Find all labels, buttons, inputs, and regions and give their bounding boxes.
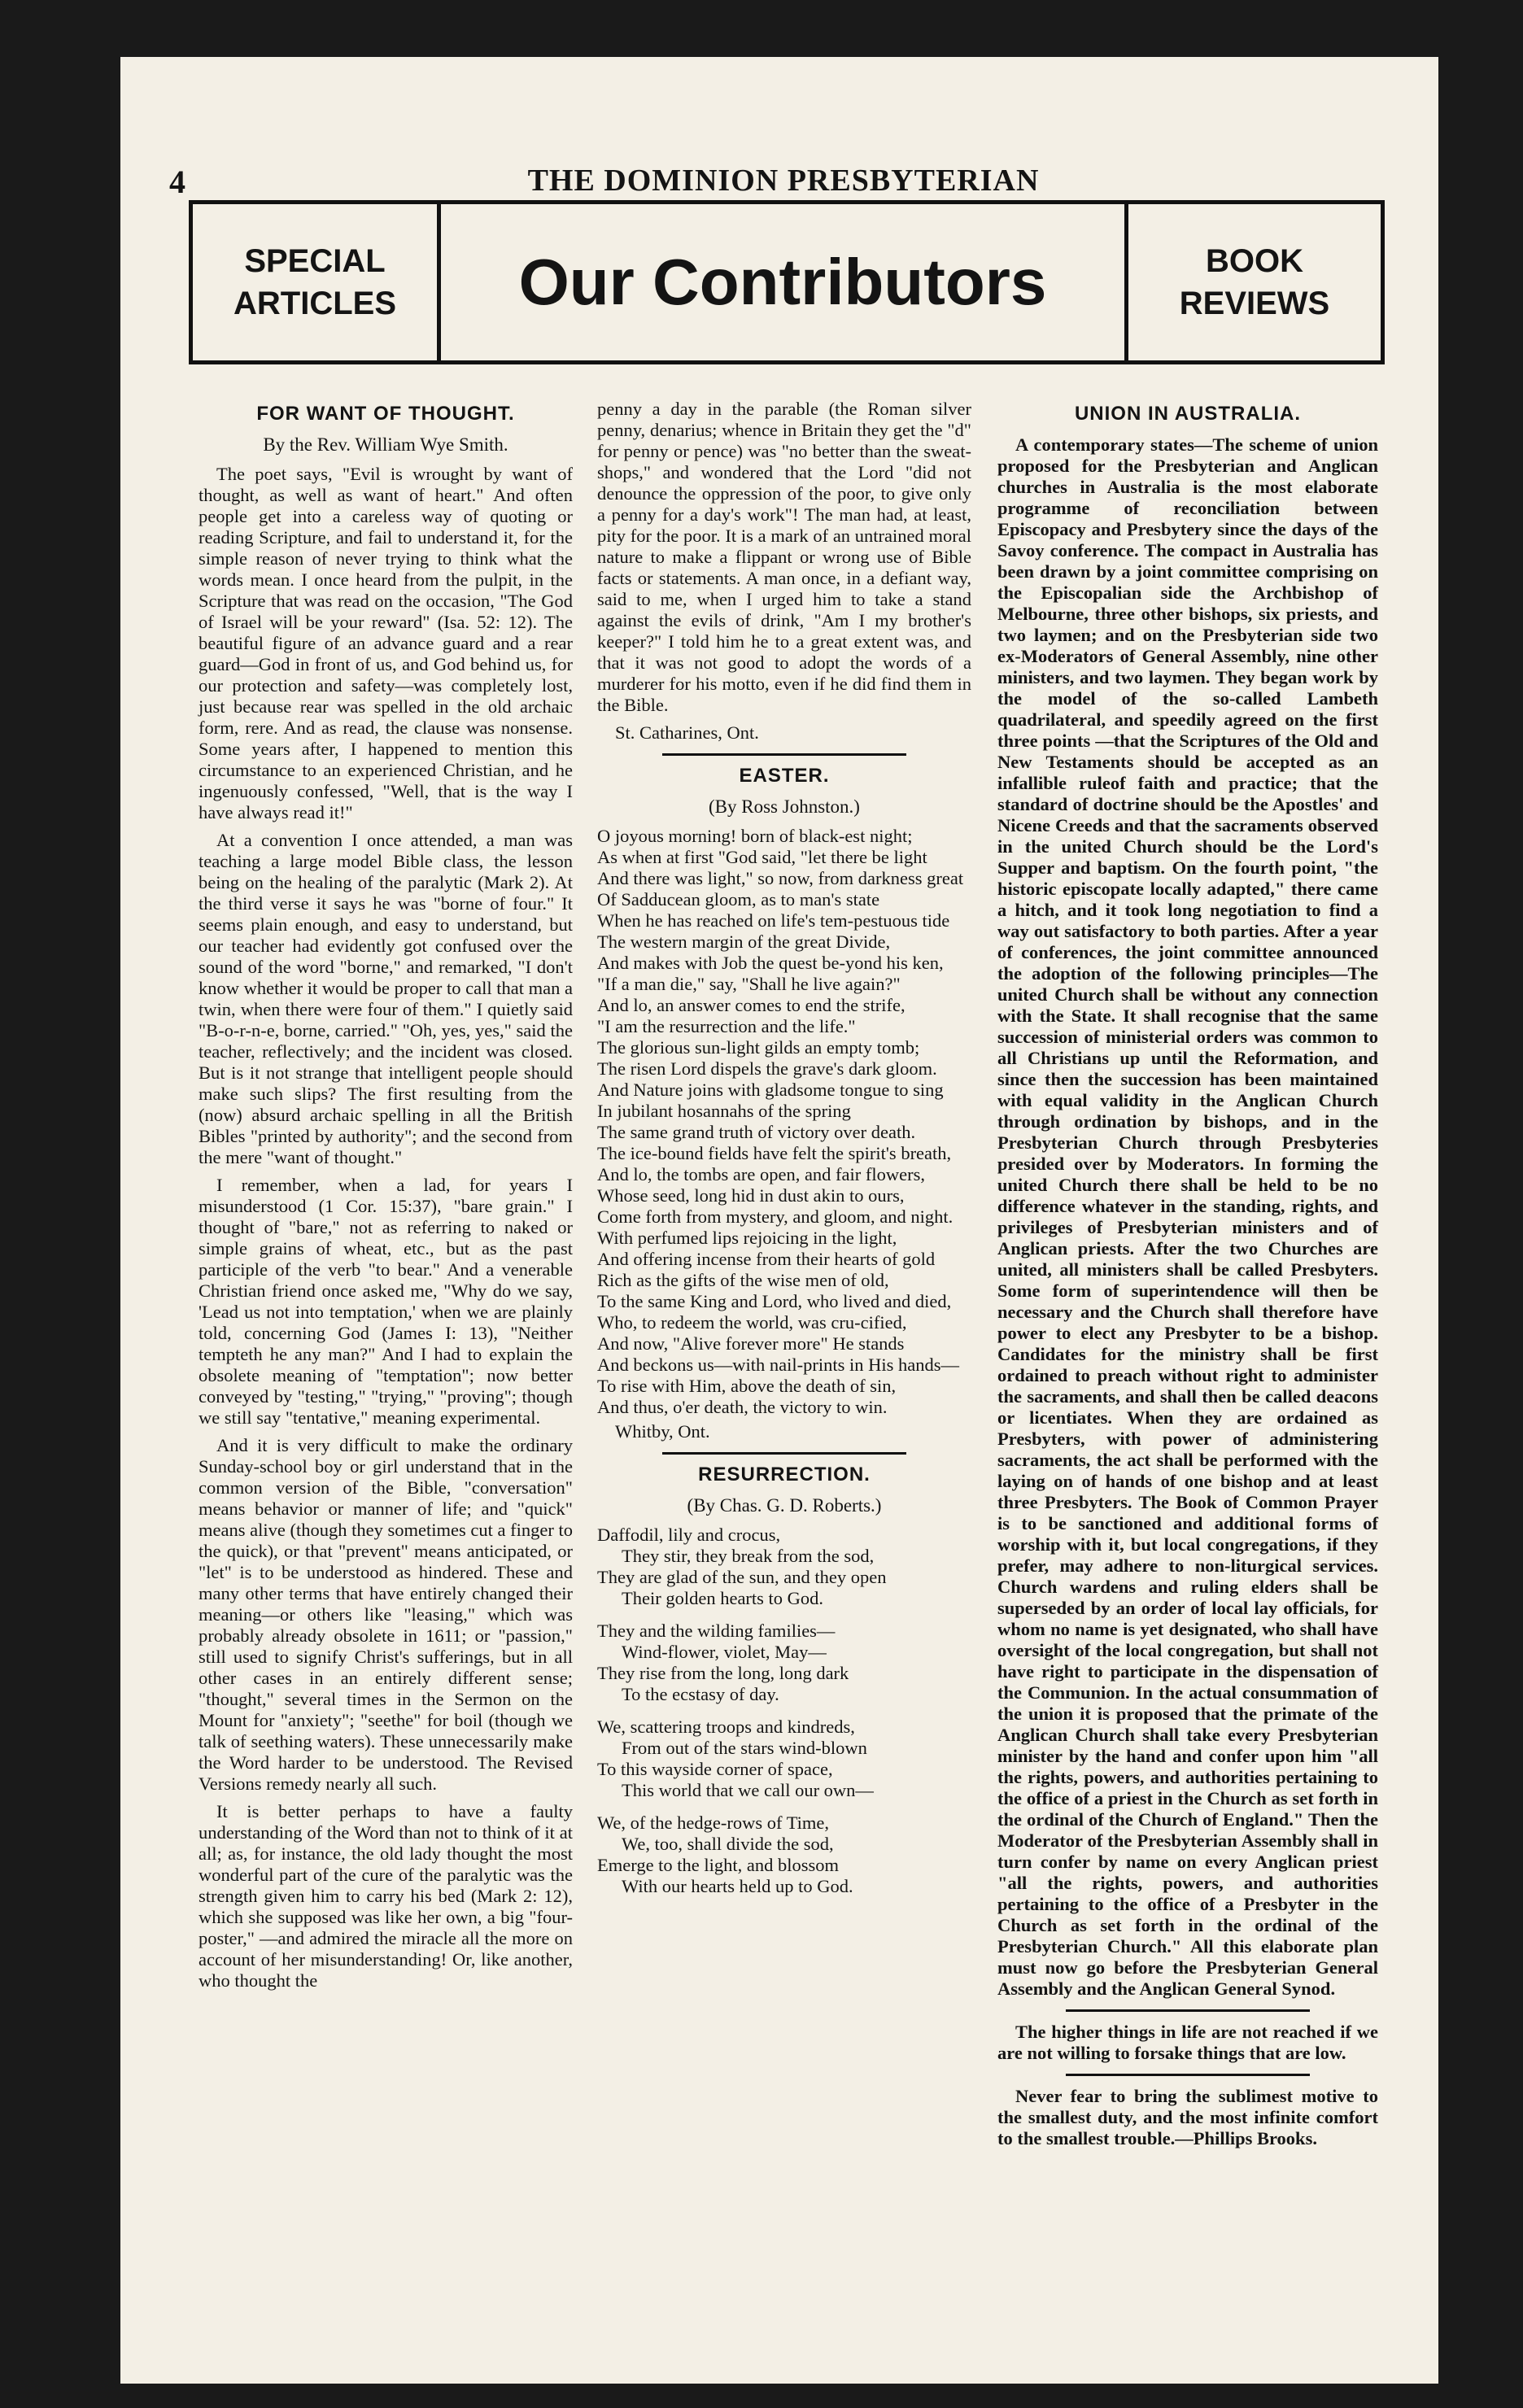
column-2 [597, 399, 971, 1909]
poem-line: Daffodil, lily and crocus, [597, 1525, 781, 1545]
article-place: St. Catharines, Ont. [615, 722, 759, 743]
article-paragraph: At a convention I once attended, a man was teaching a large model Bible class, the lesson being on the healing of the paralytic (Mark 2). At the third verse it says he was "borne of four." It seems plain enough, and easy to understand, but our teacher had evidently got confused over the sound of the word "borne," and remarked, "I don't know whether it would be proper to call that man a twin, when there were four of them." I quietly said "B-o-r-n-e, borne, carried." "Oh, yes, yes," said the teacher, reflectively; and the incident was closed. But is it not strange that intelligent people should make such slips? The first resulting from the (now) absurd archaic spelling in all the British Bibles "printed by authority"; and the second from the mere "want of thought." [199, 830, 573, 1167]
poem-line: Rich as the gifts of the wise men of old, [597, 1270, 889, 1290]
easter-poem [597, 826, 971, 1418]
poem-line: And lo, an answer comes to end the strife, [597, 995, 906, 1015]
poem-stanza [597, 1813, 971, 1897]
poem-line: This world that we call our own— [622, 1780, 874, 1800]
page-number: 4 [169, 164, 185, 200]
poem-line: To this wayside corner of space, [597, 1759, 833, 1779]
poem-stanza [597, 1717, 971, 1801]
poem-line: And Nature joins with gladsome tongue to sing [597, 1080, 944, 1100]
article-paragraph: And it is very difficult to make the ordinary Sunday-school boy or girl understand that in the common version of the Bible, "conversation" means behavior or manner of life; and "quick" means alive (though they sometimes cut a finger to the quick), or that "prevent" means anticipated, or "let" is to be understood as hindered. These and many other terms that have entirely changed their meaning—or others like "leasing," which was probably already obsolete in 1611; or "passion," still used to signify Christ's sufferings, but in all other cases in an entirely different sense; "thought," several times in the Sermon on the Mount for "anxiety"; "seethe" for boil (though we talk of seething waters). These unnecessarily make the Word harder to be understood. The Revised Versions remedy nearly all such. [199, 1435, 573, 1794]
poem-line: With perfumed lips rejoicing in the light, [597, 1228, 897, 1248]
masthead-special-articles [193, 204, 441, 360]
section-masthead [189, 200, 1385, 364]
poem-line: They rise from the long, long dark [597, 1663, 849, 1683]
poem-line: And thus, o'er death, the victory to win. [597, 1397, 888, 1417]
poem-place: Whitby, Ont. [615, 1421, 710, 1442]
poem-title-resurrection: RESURRECTION. [698, 1464, 871, 1485]
poem-line: The ice-bound fields have felt the spirit's breath, [597, 1143, 952, 1163]
masthead-left-line1: SPECIAL [244, 243, 386, 279]
filler-quote: The higher things in life are not reached if we are not willing to forsake things that are low. [997, 2022, 1378, 2063]
poem-line: From out of the stars wind-blown [622, 1738, 867, 1758]
article-paragraph: The poet says, "Evil is wrought by want of thought, as well as want of heart." And often people get into a careless way of quoting or reading Scripture, and fail to understand it, for the simple reason of never trying to think what the words mean. I once heard from the pulpit, in the Scripture that was read on the occasion, "The God of Israel will be your reward" (Isa. 52: 12). The beautiful figure of an advance guard and a rear guard—God in front of us, and God behind us, for our protection and safety—was completely lost, just because rear was spelled in the old archaic form, rere. And as read, the clause was nonsense. Some years after, I happened to mention this circumstance to an experienced Christian, and he ingenuously confessed, "Well, that is the way I have always read it!" [199, 464, 573, 822]
poem-line: We, of the hedge-rows of Time, [597, 1813, 830, 1833]
column-1 [199, 399, 573, 1998]
newspaper-page [120, 57, 1438, 2384]
poem-line: And lo, the tombs are open, and fair flowers, [597, 1164, 926, 1184]
union-paragraph: A contemporary states—The scheme of union proposed for the Presbyterian and Anglican churches in Australia is the most elaborate programme of reconciliation between Episcopacy and Presbytery since the days of the Savoy conference. The compact in Australia has been drawn by a joint committee comprising on the Episcopalian side the Archbishop of Melbourne, three other bishops, six priests, and two laymen; and on the Presbyterian side two ex-Moderators of General Assembly, nine other ministers, and two laymen. They began work by the model of the so-called Lambeth quadrilateral, and speedily agreed on the first three points —that the Scriptures of the Old and New Testaments should be accepted as an infallible ruleof faith and practice; that the standard of doctrine should be the Apostles' and Nicene Creeds and that the sacraments observed in the united Church should be the Lord's Supper and baptism. On the fourth point, "the historic episcopate locally adapted," there came a hitch, and it took long negotiation to find a way out satisfactory to both parties. After a year of conferences, the joint committee announced the adoption of the following principles—The united Church shall be without any connection with the State. It shall recognise that the same succession of ministerial orders was common to all Christians up until the Reformation, and since then the succession has been maintained with equal validity in the Anglican Church through ordination by bishops, and in the Presbyterian Church through Presbyteries presided over by Moderators. In forming the united Church there shall be held to be no difference whatever in the standing, rights, and privileges of Presbyterian ministers and of Anglican priests. After the two Churches are united, all ministers shall be called Presbyters. Some form of superintendence will then be necessary and the Church shall therefore have power to elect any Presbyter to be a bishop. Candidates for the ministry shall be first ordained to preach without right to administer the sacraments, and shall then be called deacons or licentiates. When they are ordained as Presbyters, with power of administering sacraments, the act shall be performed with the laying on of hands of one bishop and at least three Presbyters. The Book of Common Prayer is to be sanctioned and additional forms of worship with it, but local congregations, if they prefer, may adhere to non-liturgical services. Church wardens and ruling elders shall be superseded by an order of local lay officials, for whom no name is yet designated, who shall have oversight of the local congregation, but shall not have right to participate in the dispensation of the Communion. In the actual consummation of the union it is proposed that the primate of the Anglican Church shall take every Presbyterian minister by the hand and confer upon him "all the rights, powers, and authorities pertaining to the office of a priest in the Church as set forth in the ordinal of the Church of England." Then the Moderator of the Presbyterian Assembly shall in turn confer by name on every Anglican priest "all the rights, powers, and authorities pertaining to the office of a Presbyter in the Church as set forth in the ordinal of the Presbyterian Church." All this elaborate plan must now go before the Presbyterian General Assembly and the Anglican General Synod. [997, 434, 1378, 1999]
poem-line: To rise with Him, above the death of sin, [597, 1376, 897, 1396]
poem-line: Whose seed, long hid in dust akin to ours, [597, 1185, 905, 1206]
poem-line: With our hearts held up to God. [622, 1876, 853, 1896]
filler-quote: Never fear to bring the sublimest motive to the smallest duty, and the most infinite comfort to the smallest trouble.—Phillips Brooks. [997, 2086, 1378, 2148]
poem-line: The risen Lord dispels the grave's dark gloom. [597, 1058, 937, 1079]
poem-line: And beckons us—with nail-prints in His hands— [597, 1354, 959, 1375]
poem-title-easter: EASTER. [739, 765, 830, 787]
poem-line: To the same King and Lord, who lived and died, [597, 1291, 952, 1311]
poem-line: The same grand truth of victory over death. [597, 1122, 916, 1142]
page-header [169, 163, 1398, 200]
divider-rule [662, 753, 906, 756]
poem-line: The glorious sun-light gilds an empty tomb; [597, 1037, 920, 1058]
poem-line: Come forth from mystery, and gloom, and night. [597, 1206, 954, 1227]
poem-line: Of Sadducean gloom, as to man's state [597, 889, 880, 910]
poem-line: And makes with Job the quest be-yond his ken, [597, 953, 944, 973]
article-paragraph: I remember, when a lad, for years I misunderstood (1 Cor. 15:37), "bare grain." I thought of "bare," not as referring to naked or simple grains of wheat, etc., but as the past participle of the verb "to bear." And a venerable Christian friend once asked me, "Why do we say, 'Lead us not into temptation,' when we are plainly told, concerning God (James I: 13), "Neither tempteth he any man?" And I had to explain the obsolete meaning of "temptation"; now better conveyed by "testing," "trying," "proving"; though we still say "tentative," meaning experimental. [199, 1175, 573, 1428]
poem-byline-easter: (By Ross Johnston.) [709, 796, 860, 817]
masthead-title: Our Contributors [518, 246, 1047, 318]
poem-line: And offering incense from their hearts of gold [597, 1249, 936, 1269]
poem-line: Emerge to the light, and blossom [597, 1855, 840, 1875]
divider-rule [1066, 2074, 1310, 2076]
poem-line: They and the wilding families— [597, 1621, 836, 1641]
union-title: UNION IN AUSTRALIA. [1074, 403, 1302, 425]
masthead-right-line2: REVIEWS [1179, 286, 1330, 321]
masthead-left-line2: ARTICLES [233, 286, 396, 321]
divider-rule [662, 1452, 906, 1455]
poem-line: They are glad of the sun, and they open [597, 1567, 887, 1587]
poem-stanza [597, 1621, 971, 1705]
column-3 [997, 399, 1378, 2156]
poem-line: To the ecstasy of day. [622, 1684, 779, 1704]
poem-line: Wind-flower, violet, May— [622, 1642, 827, 1662]
poem-line: The western margin of the great Divide, [597, 931, 891, 952]
resurrection-poem [597, 1525, 971, 1897]
divider-rule [1066, 2009, 1310, 2012]
poem-line: And now, "Alive forever more" He stands [597, 1333, 905, 1354]
poem-line: We, too, shall divide the sod, [622, 1834, 834, 1854]
poem-line: They stir, they break from the sod, [622, 1546, 875, 1566]
poem-line: "I am the resurrection and the life." [597, 1016, 856, 1036]
poem-line: In jubilant hosannahs of the spring [597, 1101, 851, 1121]
poem-line: And there was light," so now, from darkness great [597, 868, 964, 888]
poem-line: "If a man die," say, "Shall he live again?" [597, 974, 901, 994]
poem-line: O joyous morning! born of black-est night; [597, 826, 913, 846]
article-title: FOR WANT OF THOUGHT. [256, 403, 515, 425]
poem-line: Their golden hearts to God. [622, 1588, 824, 1608]
article-byline: By the Rev. William Wye Smith. [263, 434, 508, 455]
poem-line: Who, to redeem the world, was cru-cified, [597, 1312, 907, 1333]
poem-byline-resurrection: (By Chas. G. D. Roberts.) [687, 1495, 882, 1516]
publication-title: THE DOMINION PRESBYTERIAN [527, 164, 1040, 198]
poem-stanza [597, 1525, 971, 1609]
poem-line: When he has reached on life's tem-pestuous tide [597, 910, 950, 931]
masthead-book-reviews [1124, 204, 1381, 360]
poem-line: We, scattering troops and kindreds, [597, 1717, 855, 1737]
masthead-right-line1: BOOK [1205, 243, 1303, 279]
article-continued: penny a day in the parable (the Roman silver penny, denarius; whence in Britain they get the "d" for penny or pence) was "no better than the sweat-shops," and wondered that the Lord "did not denounce the oppression of the poor, to give only a penny for a day's work"! The man had, at least, pity for the poor. It is a mark of an untrained moral nature to make a flippant or wrong use of Bible facts or statements. A man once, in a defiant way, said to me, when I urged him to take a stand against the evils of drink, "Am I my brother's keeper?" I told him he to a great extent was, and that it was not good to adopt the words of a murderer for his motto, even if he did find them in the Bible. [597, 399, 971, 715]
poem-line: As when at first "God said, "let there be light [597, 847, 927, 867]
article-paragraph: It is better perhaps to have a faulty understanding of the Word than not to think of it at all; as, for instance, the old lady thought the most wonderful part of the cure of the paralytic was the strength given him to carry his bed (Mark 2: 12), which she supposed was like her own, a big "four-poster," —and admired the miracle all the more on account of her misunderstanding! Or, like another, who thought the [199, 1801, 573, 1991]
